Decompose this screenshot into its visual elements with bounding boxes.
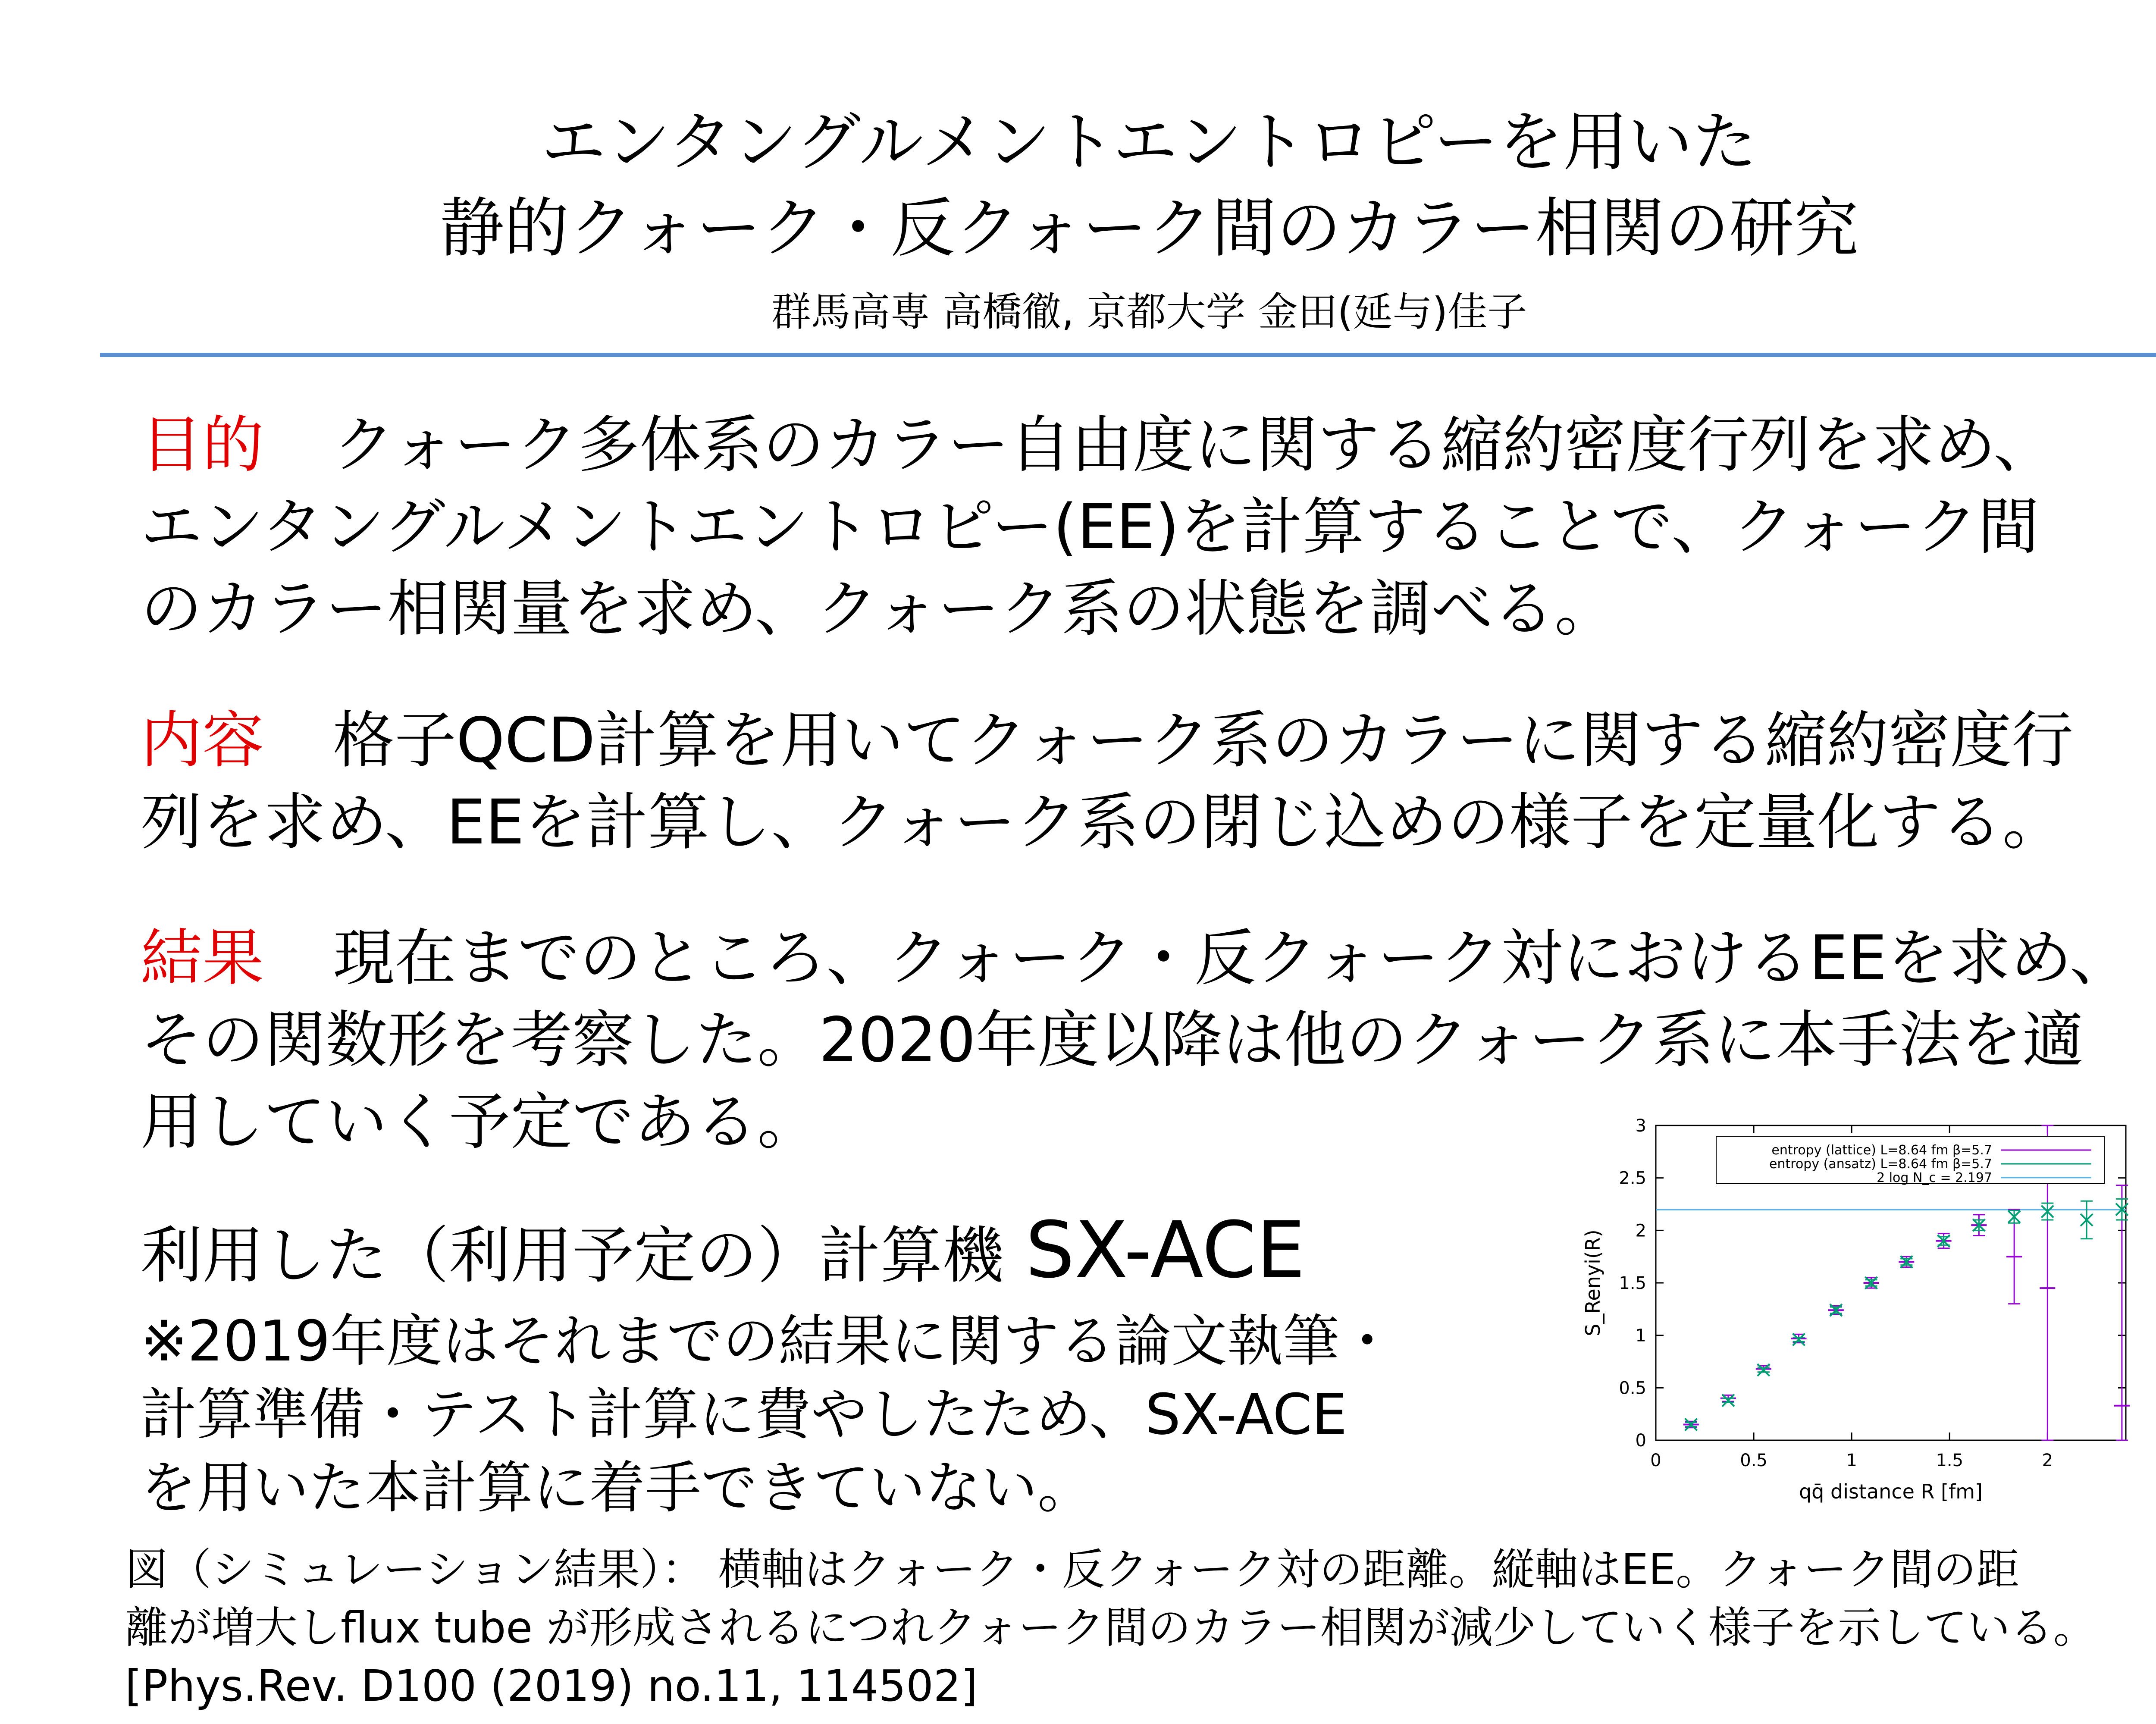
y-tick-label: 1	[1635, 1326, 1646, 1346]
x-tick-label: 0	[1650, 1451, 1661, 1470]
y-axis-label: S_Renyi(R)	[1581, 1229, 1604, 1336]
content-label: 内容	[141, 704, 264, 776]
x-tick-label: 1.5	[1936, 1451, 1964, 1470]
x-tick-label: 1	[1846, 1451, 1857, 1470]
note-line-2: 計算準備・テスト計算に費やしたため、SX-ACE	[141, 1382, 1348, 1447]
computer-line	[141, 1205, 1305, 1295]
purpose-label: 目的	[141, 409, 264, 481]
result-label: 結果	[141, 922, 264, 994]
y-tick-label: 2	[1635, 1221, 1646, 1241]
note-line-3: を用いた本計算に着手できていない。	[141, 1455, 1094, 1520]
x-tick-label: 2	[2042, 1451, 2053, 1470]
content-line-2: 列を求め、EEを計算し、クォーク系の閉じ込めの様子を定量化する。	[141, 786, 2064, 858]
y-tick-label: 0	[1635, 1431, 1646, 1451]
x-tick-label: 0.5	[1740, 1451, 1767, 1470]
legend-label: entropy (ansatz) L=8.64 fm β=5.7	[1769, 1157, 1992, 1172]
content-line-1	[141, 704, 2074, 776]
x-axis-label: qq̄ distance R [fm]	[1799, 1480, 1983, 1503]
purpose-line-3: のカラー相関量を求め、クォーク系の状態を調べる。	[141, 573, 1616, 645]
legend-label: 2 log N_c = 2.197	[1877, 1170, 1992, 1185]
y-tick-label: 2.5	[1619, 1168, 1646, 1188]
caption-line-2: 離が増大しflux tube が形成されるにつれクォーク間のカラー相関が減少していく様子を示している。	[125, 1602, 2096, 1653]
computer-label: 利用した（利用予定の）計算機	[141, 1219, 1004, 1291]
y-tick-label: 0.5	[1619, 1378, 1646, 1398]
content-text-1: 格子QCD計算を用いてクォーク系のカラーに関する縮約密度行	[333, 704, 2074, 776]
title-divider	[100, 353, 2156, 357]
y-tick-label: 1.5	[1619, 1273, 1646, 1293]
result-text-1: 現在までのところ、クォーク・反クォーク対におけるEEを求め、	[333, 922, 2131, 994]
result-line-1	[141, 922, 2131, 994]
authors: 群馬高専 高橋徹, 京都大学 金田(延与)佳子	[771, 289, 1527, 335]
purpose-text-1: クォーク多体系のカラー自由度に関する縮約密度行列を求め、	[333, 409, 2055, 481]
legend-label: entropy (lattice) L=8.64 fm β=5.7	[1771, 1143, 1992, 1158]
purpose-line-1	[141, 409, 2055, 481]
caption-line-1: 図（シミュレーション結果）： 横軸はクォーク・反クォーク対の距離。縦軸はEE。クォーク間の距	[125, 1544, 2020, 1595]
title-line-2: 静的クォーク・反クォーク間のカラー相関の研究	[439, 191, 1859, 266]
title-line-1: エンタングルメントエントロピーを用いた	[541, 105, 1757, 180]
result-line-2: その関数形を考察した。2020年度以降は他のクォーク系に本手法を適	[141, 1004, 2084, 1076]
note-line-1: ※2019年度はそれまでの結果に関する論文執筆・	[141, 1308, 1395, 1374]
entropy-chart	[1552, 1104, 2147, 1514]
computer-name: SX-ACE	[1025, 1205, 1305, 1295]
result-line-3: 用していく予定である。	[141, 1086, 819, 1158]
caption-line-3: [Phys.Rev. D100 (2019) no.11, 114502]	[125, 1661, 978, 1711]
y-tick-label: 3	[1635, 1116, 1646, 1136]
purpose-line-2: エンタングルメントエントロピー(EE)を計算することで、クォーク間	[141, 491, 2040, 563]
